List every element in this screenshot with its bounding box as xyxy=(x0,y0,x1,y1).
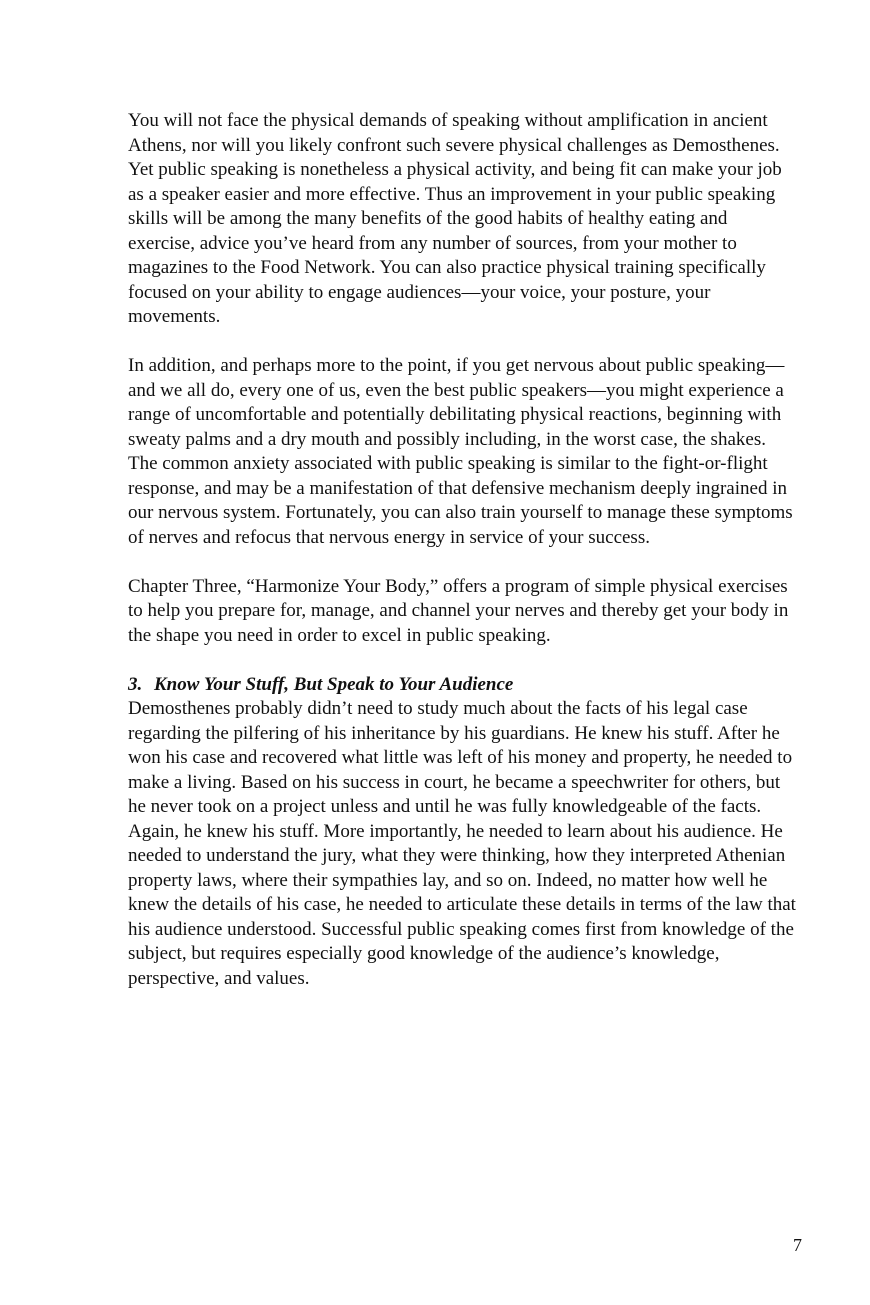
section-heading xyxy=(128,673,796,698)
page-content xyxy=(128,109,796,991)
paragraph-gap xyxy=(128,550,796,575)
paragraph-know-your-stuff: Demosthenes probably didn’t need to study much about the facts of his legal case regarding the pilfering of his inheritance by his guardians. He knew his stuff. After he won his case and recovered what little was left of his money and property, he needed to make a living. Based on his success in court, he became a speechwriter for others, but he never took on a project unless and until he was fully knowledgeable of the facts. Again, he knew his stuff. More importantly, he needed to learn about his audience. He needed to understand the jury, what they were thinking, how they interpreted Athenian property laws, where their sympathies lay, and so on. Indeed, no matter how well he knew the details of his case, he needed to articulate these details in terms of the law that his audience understood. Successful public speaking comes first from knowledge of the subject, but requires especially good knowledge of the audience’s knowledge, perspective, and values. xyxy=(128,698,796,989)
paragraph-nervousness: In addition, and perhaps more to the point, if you get nervous about public speaking—and we all do, every one of us, even the best public speakers—you might experience a range of uncomfortable and potentially debilitating physical reactions, beginning with sweaty palms and a dry mouth and possibly including, in the worst case, the shakes. The common anxiety associated with public speaking is similar to the fight-or-flight response, and may be a manifestation of that defensive mechanism deeply ingrained in our nervous system. Fortunately, you can also train yourself to manage these symptoms of nerves and refocus that nervous energy in service of your success. xyxy=(128,355,793,548)
paragraph-physical-demands: You will not face the physical demands of speaking without amplification in ancient Athens, nor will you likely confront such severe physical challenges as Demosthenes. Yet public speaking is nonetheless a physical activity, and being fit can make your job as a speaker easier and more effective. Thus an improvement in your public speaking skills will be among the many benefits of the good habits of healthy eating and exercise, advice you’ve heard from any number of sources, from your mother to magazines to the Food Network. You can also practice physical training specifically focused on your ability to engage audiences—your voice, your posture, your movements. xyxy=(128,110,782,327)
page-number: 7 xyxy=(793,1235,802,1255)
section-heading-number: 3. xyxy=(128,673,143,695)
paragraph-chapter-three: Chapter Three, “Harmonize Your Body,” offers a program of simple physical exercises to help you prepare for, manage, and channel your nerves and thereby get your body in the shape you need in order to excel in public speaking. xyxy=(128,575,789,646)
section-heading-title: Know Your Stuff, But Speak to Your Audience xyxy=(154,673,514,695)
paragraph-gap xyxy=(128,648,796,673)
paragraph-gap xyxy=(128,330,796,355)
